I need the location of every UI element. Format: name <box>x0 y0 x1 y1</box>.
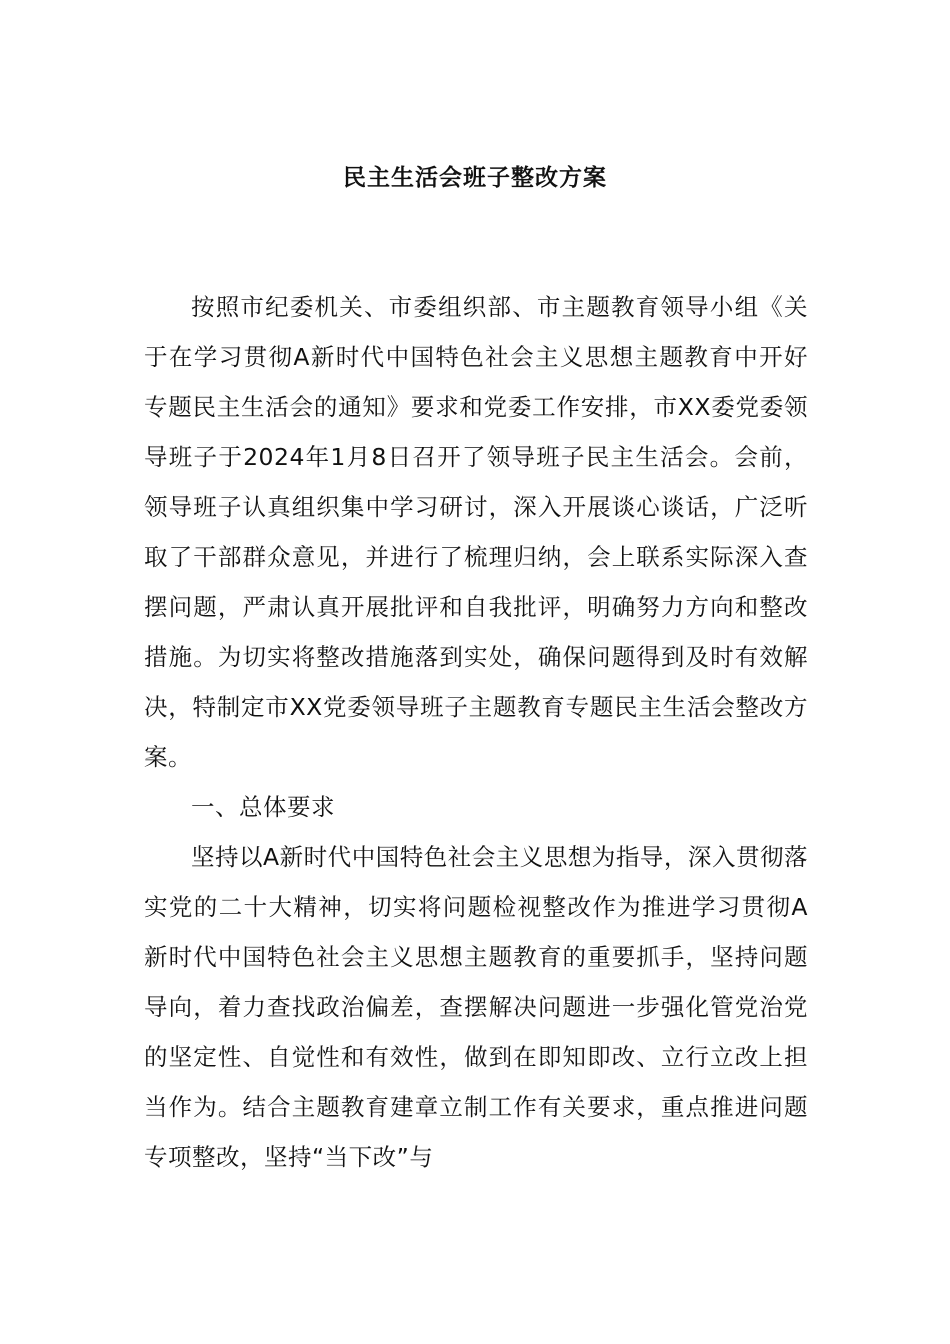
document-body <box>144 282 808 1182</box>
paragraph-intro: 按照市纪委机关、市委组织部、市主题教育领导小组《关于在学习贯彻A新时代中国特色社会主义思想主题教育中开好专题民主生活会的通知》要求和党委工作安排，市XX委党委领导班子于2024年1月8日召开了领导班子民主生活会。会前，领导班子认真组织集中学习研讨，深入开展谈心谈话，广泛听取了干部群众意见，并进行了梳理归纳，会上联系实际深入查摆问题，严肃认真开展批评和自我批评，明确努力方向和整改措施。为切实将整改措施落到实处，确保问题得到及时有效解决，特制定市XX党委领导班子主题教育专题民主生活会整改方案。 <box>144 293 808 771</box>
section-heading-general-requirements: 一、总体要求 <box>191 793 335 821</box>
paragraph-general-requirements: 坚持以A新时代中国特色社会主义思想为指导，深入贯彻落实党的二十大精神，切实将问题检视整改作为推进学习贯彻A新时代中国特色社会主义思想主题教育的重要抓手，坚持问题导向，着力查找政治偏差，查摆解决问题进一步强化管党治党的坚定性、自觉性和有效性，做到在即知即改、立行立改上担当作为。结合主题教育建章立制工作有关要求，重点推进问题专项整改，坚持“当下改”与 <box>144 843 808 1171</box>
document-title: 民主生活会班子整改方案 <box>343 165 607 191</box>
